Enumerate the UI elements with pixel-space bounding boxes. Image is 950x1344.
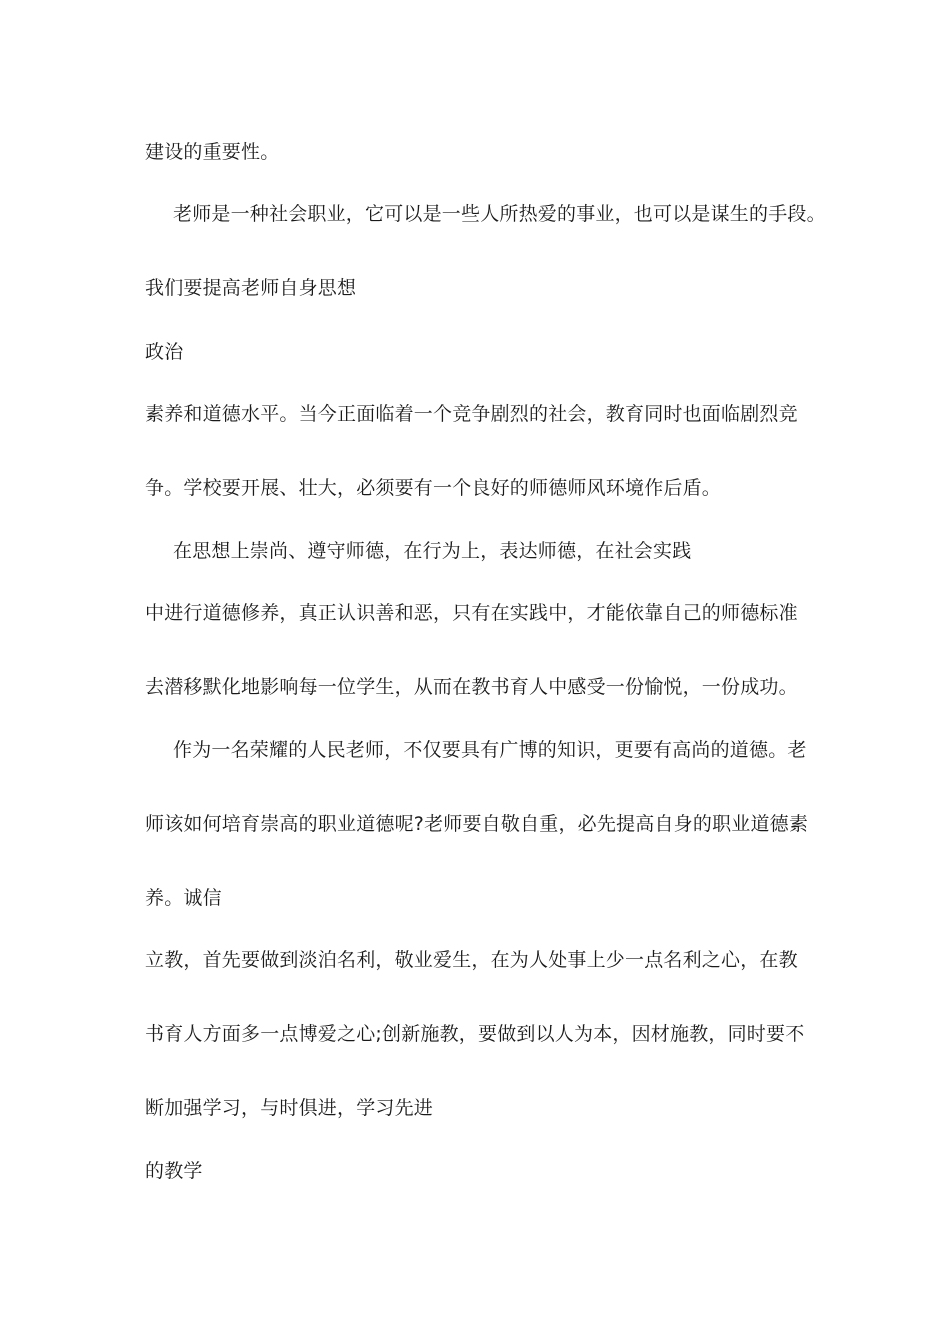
text-line: 政治 bbox=[145, 341, 184, 363]
paragraph-line: 老师是一种社会职业，它可以是一些人所热爱的事业，也可以是谋生的手段。 bbox=[173, 203, 826, 225]
paragraph-line: 在思想上崇尚、遵守师德，在行为上，表达师德，在社会实践 bbox=[173, 540, 692, 562]
text-line: 素养和道德水平。当今正面临着一个竞争剧烈的社会，教育同时也面临剧烈竞 bbox=[145, 403, 798, 425]
text-line: 中进行道德修养，真正认识善和恶，只有在实践中，才能依靠自己的师德标准 bbox=[145, 602, 798, 624]
text-line: 去潜移默化地影响每一位学生，从而在教书育人中感受一份愉悦，一份成功。 bbox=[145, 676, 798, 698]
text-line: 我们要提高老师自身思想 bbox=[145, 277, 357, 299]
text-line: 断加强学习，与时俱进，学习先进 bbox=[145, 1097, 434, 1119]
text-line: 争。学校要开展、壮大，必须要有一个良好的师德师风环境作后盾。 bbox=[145, 477, 722, 499]
text-line: 养。诚信 bbox=[145, 887, 222, 909]
text-line: 建设的重要性。 bbox=[145, 141, 280, 163]
text-line: 立教，首先要做到淡泊名利，敬业爱生，在为人处事上少一点名利之心，在教 bbox=[145, 949, 798, 971]
text-line: 的教学 bbox=[145, 1160, 203, 1182]
paragraph-line: 作为一名荣耀的人民老师，不仅要具有广博的知识，更要有高尚的道德。老 bbox=[173, 739, 807, 761]
text-line: 师该如何培育崇高的职业道德呢?老师要自敬自重，必先提高自身的职业道德素 bbox=[145, 813, 809, 835]
text-line: 书育人方面多一点博爱之心;创新施教，要做到以人为本，因材施教，同时要不 bbox=[145, 1023, 805, 1045]
